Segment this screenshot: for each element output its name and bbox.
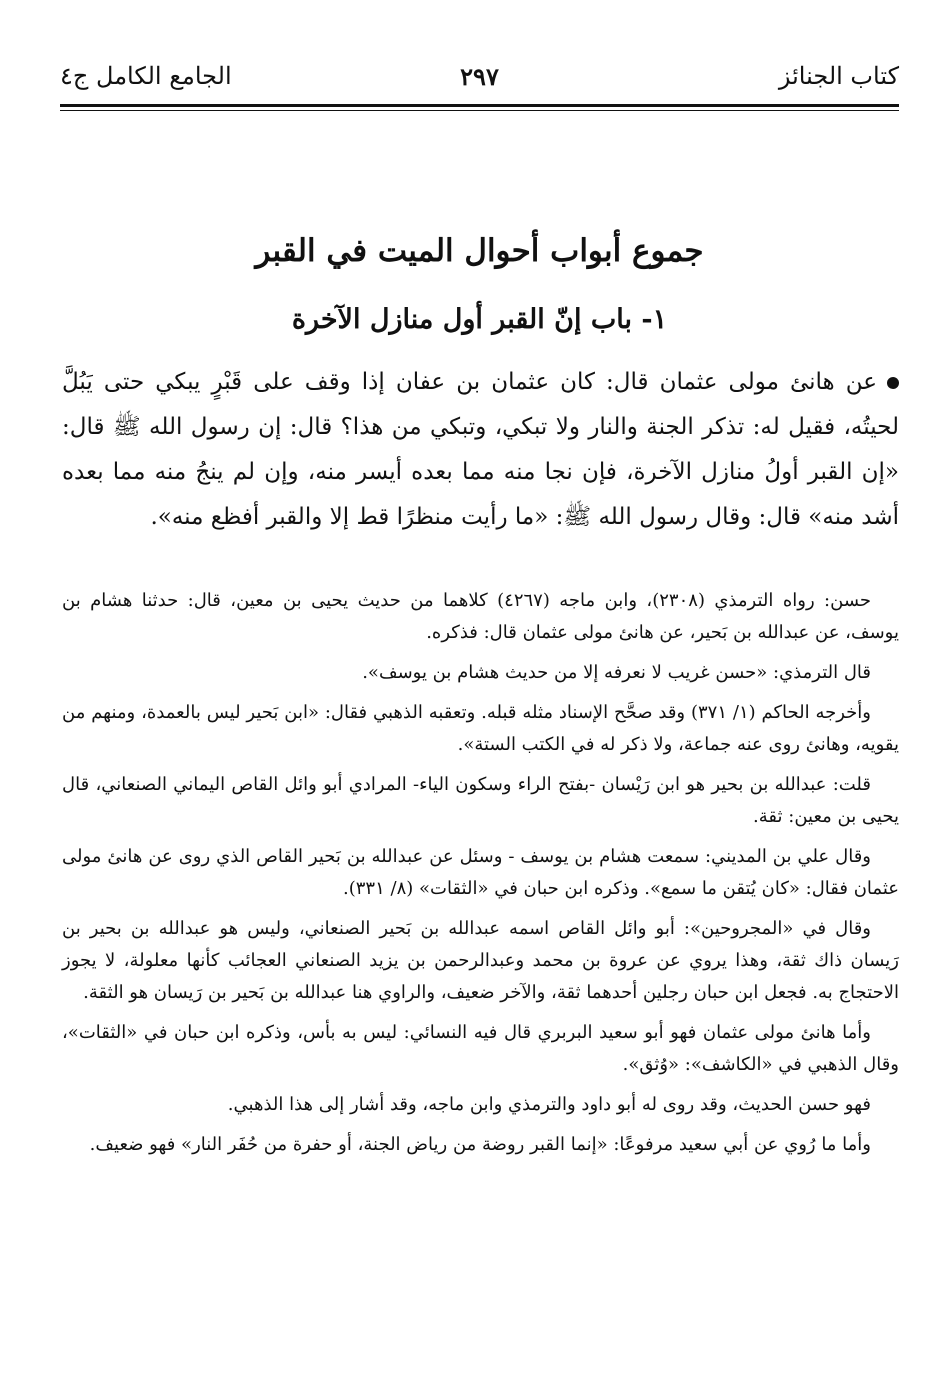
header-rule-thick xyxy=(60,104,899,107)
header-rule-thin xyxy=(60,110,899,111)
hadith-paragraph xyxy=(62,360,899,540)
note-paragraph: وأما ما رُوي عن أبي سعيد مرفوعًا: «إنما القبر روضة من رياض الجنة، أو حفرة من حُفَر النار» فهو ضعيف. xyxy=(89,1134,871,1155)
note-paragraph: وأخرجه الحاكم (١/ ٣٧١) وقد صحَّح الإسناد مثله قبله. وتعقبه الذهبي فقال: «ابن بَحير ليس بالعمدة، ومنهم من يقويه، وهانئ روى عنه جماعة، ولا ذكر له في الكتب الستة». xyxy=(62,702,899,755)
note-paragraph: قال الترمذي: «حسن غريب لا نعرفه إلا من حديث هشام بن يوسف». xyxy=(362,662,871,683)
hadith-text: عن هانئ مولى عثمان قال: كان عثمان بن عفان إذا وقف على قَبْرٍ يبكي حتى يَبُلَّ لحيتُه، فقيل له: تذكر الجنة والنار ولا تبكي، وتبكي من هذا؟ قال: إن رسول الله ﷺ قال: «إن القبر أولُ منازل الآخرة، فإن نجا منه مما بعده أيسر منه، وإن لم ينجُ منه مما بعده أشد منه» قال: وقال رسول الله ﷺ: «ما رأيت منظرًا قط إلا والقبر أفظع منه». xyxy=(62,369,899,530)
note-paragraph: قلت: عبدالله بن بحير هو ابن رَيْسان -بفتح الراء وسكون الياء- المرادي أبو وائل القاص اليماني الصنعاني، قال يحيى بن معين: ثقة. xyxy=(62,774,899,827)
note-paragraph: وقال في «المجروحين»: أبو وائل القاص اسمه عبدالله بن بَحير الصنعاني، وليس هو عبدالله بن بحير بن رَيسان ذاك ثقة، وهذا يروي عن عروة بن محمد وعبدالرحمن بن يزيد الصنعاني العجائب كأنها معلولة، لا يجوز الاحتجاج به. فجعل ابن حبان رجلين أحدهما ثقة، والآخر ضعيف، والراوي هنا عبدالله بن بَحير بن رَيسان هو الثقة. xyxy=(62,918,899,1003)
running-header xyxy=(60,58,899,102)
bullet-icon xyxy=(887,377,899,389)
main-title: جموع أبواب أحوال الميت في القبر xyxy=(255,233,704,269)
chapter-title: ١- باب إنّ القبر أول منازل الآخرة xyxy=(291,304,668,335)
note-paragraph: وقال علي بن المديني: سمعت هشام بن يوسف - وسئل عن عبدالله بن بَحير القاص الذي روى عن هانئ مولى عثمان فقال: «كان يُتقن ما سمع». وذكره ابن حبان في «الثقات» (٨/ ٣٣١). xyxy=(62,846,899,899)
note-paragraph: فهو حسن الحديث، وقد روى له أبو داود والترمذي وابن ماجه، وقد أشار إلى هذا الذهبي. xyxy=(227,1094,871,1115)
takhrij-notes xyxy=(62,585,899,1169)
note-paragraph: حسن: رواه الترمذي (٢٣٠٨)، وابن ماجه (٤٢٦٧) كلاهما من حديث يحيى بن معين، قال: حدثنا هشام بن يوسف، عن عبدالله بن بَحير، عن هانئ مولى عثمان قال: فذكره. xyxy=(62,590,899,643)
book-title: الجامع الكامل ج٤ xyxy=(60,62,232,90)
note-paragraph: وأما هانئ مولى عثمان فهو أبو سعيد البربري قال فيه النسائي: ليس به بأس، وذكره ابن حبان في «الثقات»، وقال الذهبي في «الكاشف»: «وُثق». xyxy=(62,1022,899,1075)
page-number: ٢٩٧ xyxy=(460,62,499,91)
book-section-title: كتاب الجنائز xyxy=(778,62,899,90)
hadith-block xyxy=(62,360,899,540)
